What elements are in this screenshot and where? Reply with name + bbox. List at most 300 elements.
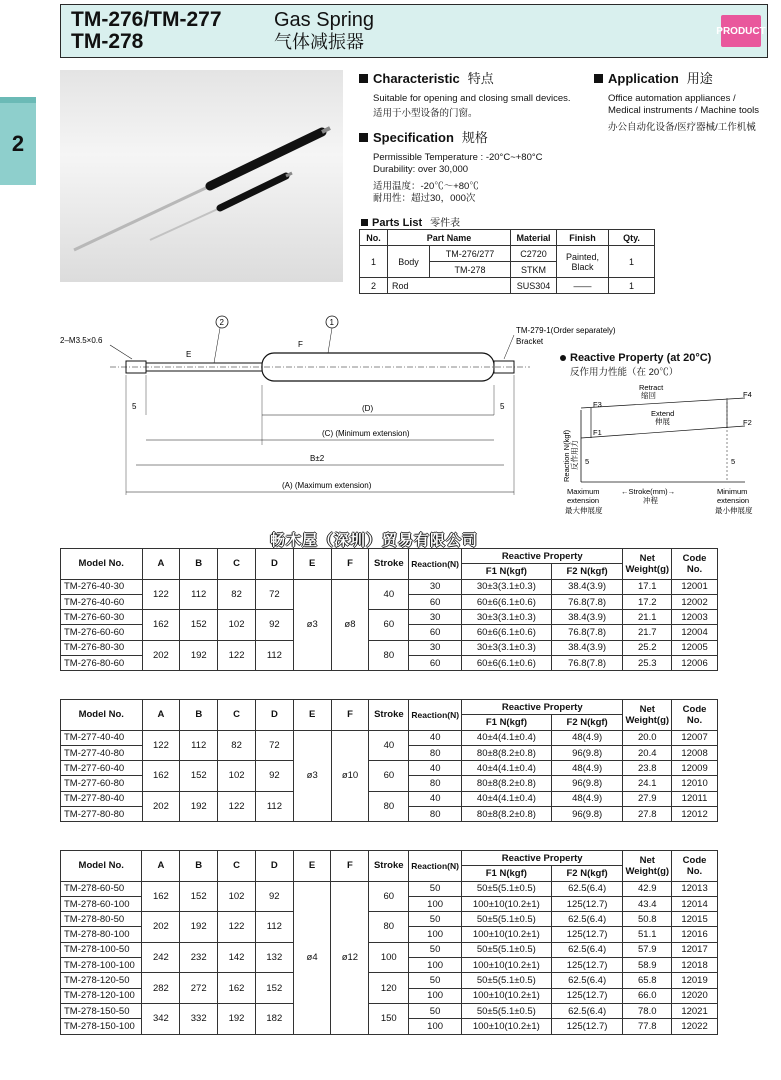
- thread-label: 2–M3.5×0.6: [60, 336, 103, 345]
- table-cell: 20.0: [623, 730, 672, 745]
- th-code: Code No.: [672, 549, 718, 580]
- parts-header-no: No.: [360, 230, 388, 246]
- bracket-note: TM-279-1(Order separately): [516, 326, 616, 335]
- table-cell: 342: [142, 1003, 180, 1034]
- label-f: F: [298, 340, 303, 349]
- table-cell: 80±8(8.2±0.8): [462, 776, 552, 791]
- table-row: [61, 912, 718, 927]
- callout-1: 1: [329, 318, 334, 327]
- table-cell: 60: [409, 594, 462, 609]
- table-cell: ø3: [293, 730, 331, 822]
- label-e: E: [186, 350, 192, 359]
- dim-5-left: 5: [585, 457, 590, 466]
- extend-label: Extend: [651, 409, 675, 418]
- table-cell: 232: [180, 942, 218, 973]
- section-tab: 2: [0, 97, 36, 185]
- table-cell: 38.4(3.9): [551, 640, 623, 655]
- application-line2: Medical instruments / Machine tools: [608, 105, 760, 116]
- table-cell: 102: [218, 881, 256, 912]
- table-cell: ø3: [293, 579, 331, 671]
- table-cell: 100±10(10.2±1): [461, 1019, 551, 1034]
- table-cell: 100: [369, 942, 409, 973]
- table-cell: 62.5(6.4): [551, 973, 623, 988]
- parts-cell: Body: [388, 246, 430, 278]
- th-code: Code No.: [672, 700, 718, 731]
- table-cell: 62.5(6.4): [551, 881, 623, 896]
- table-cell: 23.8: [623, 761, 672, 776]
- table-cell: 192: [180, 791, 218, 822]
- spec-durability-cn: 耐用性：超过30，000次: [373, 193, 476, 204]
- parts-cell: Rod: [388, 278, 511, 294]
- table-cell: 50: [409, 973, 462, 988]
- table-cell: TM-277-60-80: [61, 776, 143, 791]
- table-cell: 142: [218, 942, 256, 973]
- application-section: [594, 68, 774, 134]
- bracket-label: Bracket: [516, 337, 544, 346]
- table-cell: 50±5(5.1±0.5): [461, 881, 551, 896]
- table-cell: 102: [218, 610, 256, 641]
- spec-table-tm276: [60, 548, 718, 671]
- table-cell: 80±8(8.2±0.8): [462, 807, 552, 822]
- table-cell: 40±4(4.1±0.4): [462, 791, 552, 806]
- table-cell: 12018: [672, 958, 718, 973]
- th-f2: F2 N(kgf): [551, 866, 623, 881]
- th-e: E: [293, 851, 331, 882]
- reactive-property-diagram: [555, 380, 770, 520]
- table-cell: 60: [369, 761, 409, 792]
- characteristic-text-en: Suitable for opening and closing small devices.: [373, 93, 571, 104]
- title-cn: 气体减振器: [274, 32, 364, 52]
- table-cell: 100±10(10.2±1): [461, 896, 551, 911]
- callout-2: 2: [219, 318, 224, 327]
- parts-cell: C2720: [511, 246, 557, 262]
- table-cell: 50: [409, 1003, 462, 1018]
- table-cell: 122: [218, 791, 256, 822]
- application-text-cn: 办公自动化设备/医疗器械/工作机械: [608, 122, 756, 133]
- table-cell: 30±3(3.1±0.3): [462, 640, 552, 655]
- th-net-weight: Net Weight(g): [623, 851, 672, 882]
- parts-cell: SUS304: [511, 278, 557, 294]
- table-cell: 65.8: [623, 973, 672, 988]
- stroke-cn: 冲程: [643, 496, 658, 505]
- th-stroke: Stroke: [369, 851, 409, 882]
- application-heading: Application 用途: [594, 68, 774, 87]
- table-row: [61, 973, 718, 988]
- specification-section: [359, 127, 619, 205]
- label-f1: F1: [593, 428, 602, 437]
- table-row: [61, 730, 718, 745]
- parts-cell: 2: [360, 278, 388, 294]
- table-cell: 50.8: [623, 912, 672, 927]
- table-cell: 40: [409, 791, 462, 806]
- parts-header-name: Part Name: [388, 230, 511, 246]
- table-cell: TM-278-100-50: [61, 942, 142, 957]
- th-a: A: [142, 549, 180, 580]
- spec-table-body: [61, 579, 718, 671]
- table-cell: 25.2: [623, 640, 672, 655]
- table-cell: 66.0: [623, 988, 672, 1003]
- parts-header-qty: Qty.: [609, 230, 655, 246]
- table-cell: TM-276-60-60: [61, 625, 143, 640]
- parts-cell: ——: [557, 278, 609, 294]
- table-cell: 40: [369, 730, 409, 761]
- table-cell: 62.5(6.4): [551, 1003, 623, 1018]
- table-cell: 43.4: [623, 896, 672, 911]
- table-cell: 80±8(8.2±0.8): [462, 745, 552, 760]
- dim-a: (A) (Maximum extension): [282, 481, 372, 490]
- table-cell: 50±5(5.1±0.5): [461, 912, 551, 927]
- table-cell: 112: [180, 579, 218, 610]
- specification-heading: Specification 规格: [359, 127, 619, 146]
- table-cell: ø10: [331, 730, 369, 822]
- table-cell: 162: [142, 761, 180, 792]
- th-net-weight: Net Weight(g): [623, 700, 672, 731]
- table-cell: 12007: [672, 730, 718, 745]
- table-cell: 12014: [672, 896, 718, 911]
- reactive-heading: [560, 352, 711, 378]
- parts-cell: 1: [609, 278, 655, 294]
- table-cell: ø8: [331, 579, 369, 671]
- table-cell: 100: [409, 1019, 462, 1034]
- table-cell: 82: [218, 579, 256, 610]
- table-cell: 12006: [672, 656, 718, 671]
- th-a: A: [142, 700, 180, 731]
- th-b: B: [180, 549, 218, 580]
- table-cell: 12012: [672, 807, 718, 822]
- table-cell: 152: [180, 610, 218, 641]
- table-cell: 192: [180, 640, 218, 671]
- table-cell: 50: [409, 912, 462, 927]
- table-cell: 112: [256, 791, 294, 822]
- table-cell: TM-277-40-80: [61, 745, 143, 760]
- table-row: [61, 942, 718, 957]
- table-cell: 62.5(6.4): [551, 942, 623, 957]
- table-cell: TM-278-120-50: [61, 973, 142, 988]
- max-ext: Maximum: [567, 487, 600, 496]
- model-title: [71, 9, 222, 53]
- table-cell: 58.9: [623, 958, 672, 973]
- table-cell: 125(12.7): [551, 1019, 623, 1034]
- table-cell: ø12: [331, 881, 369, 1034]
- th-code: Code No.: [672, 851, 718, 882]
- table-cell: 48(4.9): [551, 791, 623, 806]
- table-cell: 100: [409, 927, 462, 942]
- table-cell: 162: [218, 973, 256, 1004]
- table-cell: 12002: [672, 594, 718, 609]
- table-cell: 80: [409, 776, 462, 791]
- parts-cell: TM-276/277: [430, 246, 511, 262]
- dim-5-right: 5: [731, 457, 736, 466]
- table-cell: 12004: [672, 625, 718, 640]
- table-cell: 57.9: [623, 942, 672, 957]
- table-cell: 92: [256, 761, 294, 792]
- parts-cell: Painted, Black: [557, 246, 609, 278]
- table-cell: 12011: [672, 791, 718, 806]
- model-title-line1: TM-276/TM-277: [71, 8, 222, 31]
- table-cell: 112: [255, 640, 293, 671]
- th-reactive-property: Reactive Property: [462, 700, 623, 715]
- table-cell: 202: [142, 791, 180, 822]
- table-cell: 100±10(10.2±1): [461, 927, 551, 942]
- table-cell: 27.9: [623, 791, 672, 806]
- table-cell: TM-278-60-100: [61, 896, 142, 911]
- table-cell: TM-276-60-30: [61, 610, 143, 625]
- characteristic-section: [359, 68, 589, 120]
- table-cell: 76.8(7.8): [551, 656, 623, 671]
- th-reaction: Reaction(N): [409, 851, 462, 882]
- table-cell: 12005: [672, 640, 718, 655]
- table-cell: 30±3(3.1±0.3): [462, 579, 552, 594]
- th-model: Model No.: [61, 700, 143, 731]
- spec-table-tm277: [60, 699, 718, 822]
- dim-5-left: 5: [132, 402, 137, 411]
- stroke-label: ←Stroke(mm)→: [621, 487, 676, 496]
- th-b: B: [180, 700, 218, 731]
- parts-cell: STKM: [511, 262, 557, 278]
- th-stroke: Stroke: [369, 549, 409, 580]
- table-row: [61, 610, 718, 625]
- table-cell: 76.8(7.8): [551, 625, 623, 640]
- table-cell: 102: [218, 761, 256, 792]
- table-cell: 24.1: [623, 776, 672, 791]
- table-cell: 50: [409, 881, 462, 896]
- product-badge: PRODUCT: [721, 15, 761, 47]
- th-reaction: Reaction(N): [409, 700, 462, 731]
- th-f1: F1 N(kgf): [461, 866, 551, 881]
- table-cell: 40±4(4.1±0.4): [462, 761, 552, 776]
- table-cell: 132: [255, 942, 293, 973]
- table-cell: 272: [180, 973, 218, 1004]
- table-cell: 51.1: [623, 927, 672, 942]
- table-cell: 82: [218, 730, 256, 761]
- ylabel-cn: 反作用力: [570, 440, 579, 470]
- table-cell: 100: [409, 958, 462, 973]
- table-cell: 20.4: [623, 745, 672, 760]
- table-cell: 50±5(5.1±0.5): [461, 1003, 551, 1018]
- table-cell: 96(9.8): [551, 745, 623, 760]
- table-cell: 30: [409, 640, 462, 655]
- table-cell: 38.4(3.9): [551, 579, 623, 594]
- parts-header-material: Material: [511, 230, 557, 246]
- table-cell: 72: [256, 730, 294, 761]
- table-row: [61, 791, 718, 806]
- spec-durability-en: Durability: over 30,000: [373, 164, 469, 175]
- table-cell: 40: [409, 761, 462, 776]
- parts-list-table: [359, 229, 655, 294]
- spec-table-body: [61, 881, 718, 1034]
- table-cell: TM-276-40-30: [61, 579, 143, 594]
- table-cell: 80: [409, 807, 462, 822]
- table-cell: 112: [255, 912, 293, 943]
- max-ext2: extension: [567, 496, 600, 505]
- table-cell: 182: [255, 1003, 293, 1034]
- table-cell: 80: [409, 745, 462, 760]
- table-row: [61, 640, 718, 655]
- table-cell: 60: [409, 625, 462, 640]
- table-cell: TM-278-80-100: [61, 927, 142, 942]
- table-cell: 12009: [672, 761, 718, 776]
- table-cell: 12017: [672, 942, 718, 957]
- table-cell: 92: [255, 610, 293, 641]
- table-cell: 60: [369, 610, 409, 641]
- product-photo: [60, 70, 343, 282]
- table-cell: 21.1: [623, 610, 672, 625]
- characteristic-heading: Characteristic 特点: [359, 68, 589, 87]
- table-cell: 12016: [672, 927, 718, 942]
- table-cell: 77.8: [623, 1019, 672, 1034]
- extend-cn: 伸展: [655, 417, 670, 426]
- table-cell: 60: [369, 881, 409, 912]
- table-cell: 21.7: [623, 625, 672, 640]
- characteristic-text-cn: 适用于小型设备的门窗。: [373, 108, 478, 119]
- gas-spring-photo-image: [60, 70, 343, 282]
- table-cell: 50±5(5.1±0.5): [461, 942, 551, 957]
- table-cell: 125(12.7): [551, 896, 623, 911]
- label-f2: F2: [743, 418, 752, 427]
- parts-list-heading: Parts List 零件表: [361, 213, 460, 231]
- table-cell: TM-277-80-40: [61, 791, 143, 806]
- table-cell: 12020: [672, 988, 718, 1003]
- th-d: D: [256, 700, 294, 731]
- table-cell: 80: [369, 791, 409, 822]
- table-cell: 12013: [672, 881, 718, 896]
- table-cell: 12015: [672, 912, 718, 927]
- table-cell: 100±10(10.2±1): [461, 988, 551, 1003]
- th-f2: F2 N(kgf): [551, 564, 623, 579]
- reactive-heading-cn: 反作用力性能（在 20℃）: [570, 367, 679, 378]
- th-a: A: [142, 851, 180, 882]
- table-cell: 17.2: [623, 594, 672, 609]
- th-b: B: [180, 851, 218, 882]
- label-f4: F4: [743, 390, 752, 399]
- table-row: [61, 1003, 718, 1018]
- table-cell: 192: [218, 1003, 256, 1034]
- table-cell: 282: [142, 973, 180, 1004]
- th-net-weight: Net Weight(g): [623, 549, 672, 580]
- table-cell: 30: [409, 579, 462, 594]
- th-model: Model No.: [61, 851, 142, 882]
- th-d: D: [255, 851, 293, 882]
- table-row: [61, 881, 718, 896]
- table-cell: 12003: [672, 610, 718, 625]
- table-cell: TM-276-40-60: [61, 594, 143, 609]
- th-d: D: [255, 549, 293, 580]
- table-cell: 48(4.9): [551, 730, 623, 745]
- table-cell: 12008: [672, 745, 718, 760]
- table-cell: 162: [142, 610, 180, 641]
- th-f1: F1 N(kgf): [462, 564, 552, 579]
- table-cell: 60±6(6.1±0.6): [462, 625, 552, 640]
- table-cell: 122: [218, 640, 256, 671]
- th-f: F: [331, 700, 369, 731]
- table-cell: 27.8: [623, 807, 672, 822]
- table-cell: 122: [142, 579, 180, 610]
- table-cell: 40: [409, 730, 462, 745]
- table-cell: 40±4(4.1±0.4): [462, 730, 552, 745]
- th-reactive-property: Reactive Property: [461, 851, 623, 866]
- table-cell: 78.0: [623, 1003, 672, 1018]
- table-cell: 125(12.7): [551, 927, 623, 942]
- parts-cell: TM-278: [430, 262, 511, 278]
- table-cell: TM-277-80-80: [61, 807, 143, 822]
- title-en: Gas Spring: [274, 9, 375, 31]
- table-cell: TM-276-80-60: [61, 656, 143, 671]
- table-cell: 100±10(10.2±1): [461, 958, 551, 973]
- parts-cell: 1: [360, 246, 388, 278]
- table-cell: 30: [409, 610, 462, 625]
- table-cell: 42.9: [623, 881, 672, 896]
- retract-label: Retract: [639, 383, 664, 392]
- table-cell: ø4: [293, 881, 331, 1034]
- dim-c: (C) (Minimum extension): [322, 429, 410, 438]
- table-cell: 12010: [672, 776, 718, 791]
- th-reactive-property: Reactive Property: [462, 549, 623, 564]
- table-cell: 242: [142, 942, 180, 973]
- spec-temp-en: Permissible Temperature : -20°C~+80°C: [373, 152, 543, 163]
- table-cell: 152: [180, 881, 218, 912]
- table-cell: TM-277-60-40: [61, 761, 143, 776]
- application-line1: Office automation appliances /: [608, 93, 736, 104]
- table-cell: 12001: [672, 579, 718, 594]
- th-reaction: Reaction(N): [409, 549, 462, 580]
- retract-cn: 缩回: [641, 391, 656, 400]
- table-cell: TM-276-80-30: [61, 640, 143, 655]
- table-cell: 48(4.9): [551, 761, 623, 776]
- company-name: 畅木屋（深圳）贸易有限公司: [270, 532, 479, 549]
- table-cell: 202: [142, 640, 180, 671]
- dim-b: B±2: [310, 454, 325, 463]
- table-cell: TM-278-60-50: [61, 881, 142, 896]
- table-cell: 125(12.7): [551, 958, 623, 973]
- table-cell: 12021: [672, 1003, 718, 1018]
- min-ext: Minimum: [717, 487, 748, 496]
- table-cell: 100: [409, 988, 462, 1003]
- table-cell: 17.1: [623, 579, 672, 594]
- table-cell: 12022: [672, 1019, 718, 1034]
- table-cell: TM-278-80-50: [61, 912, 142, 927]
- th-e: E: [293, 549, 331, 580]
- table-cell: TM-277-40-40: [61, 730, 143, 745]
- table-cell: 80: [369, 640, 409, 671]
- max-ext-cn: 最大伸展度: [565, 506, 603, 515]
- table-cell: TM-278-100-100: [61, 958, 142, 973]
- table-cell: 112: [180, 730, 218, 761]
- dim-d: (D): [362, 404, 374, 413]
- table-cell: TM-278-150-50: [61, 1003, 142, 1018]
- th-c: C: [218, 851, 256, 882]
- min-ext2: extension: [717, 496, 750, 505]
- spec-table-body: [61, 730, 718, 822]
- th-f2: F2 N(kgf): [551, 715, 623, 730]
- ylabel: Reaction N(kgf): [562, 429, 571, 482]
- table-cell: 60: [409, 656, 462, 671]
- table-cell: 72: [255, 579, 293, 610]
- model-title-line2: TM-278: [71, 30, 144, 53]
- table-cell: 62.5(6.4): [551, 912, 623, 927]
- table-cell: TM-278-150-100: [61, 1019, 142, 1034]
- th-f: F: [331, 851, 369, 882]
- table-cell: 30±3(3.1±0.3): [462, 610, 552, 625]
- table-row: [61, 579, 718, 594]
- parts-header-finish: Finish: [557, 230, 609, 246]
- reactive-heading-en: Reactive Property (at 20°C): [570, 352, 712, 364]
- table-cell: 50: [409, 942, 462, 957]
- table-cell: 96(9.8): [551, 776, 623, 791]
- table-cell: 152: [255, 973, 293, 1004]
- table-cell: 60±6(6.1±0.6): [462, 656, 552, 671]
- table-cell: 202: [142, 912, 180, 943]
- table-cell: 150: [369, 1003, 409, 1034]
